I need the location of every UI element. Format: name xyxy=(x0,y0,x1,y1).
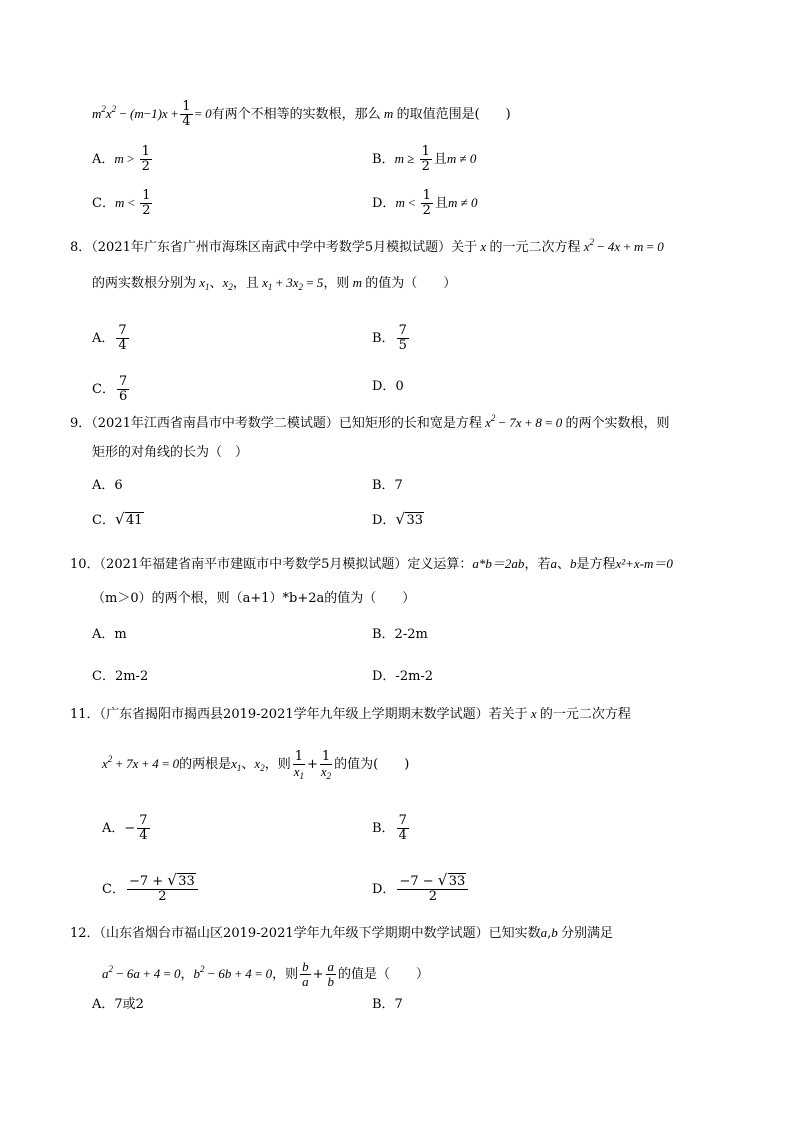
q9-number: 9． xyxy=(70,416,92,431)
q11-option-b[interactable]: B． $\frac{7}{4}$ xyxy=(372,813,407,843)
q7-option-b[interactable]: B．m ≥ $\frac{1}{2}$ 且m ≠ 0 xyxy=(372,144,477,174)
q9-option-a[interactable]: A．6 xyxy=(92,478,123,493)
q9-stem: 9．（2021年江西省南昌市中考数学二模试题）已知矩形的长和宽是方程 $x^2 - 7x + 8 = 0$ 的两个实数根，则 xyxy=(70,413,670,431)
q7-text2: 的取值范围是( ) xyxy=(396,107,511,122)
q8-option-b[interactable]: B． $\frac{7}{5}$ xyxy=(372,323,407,353)
q12-option-a[interactable]: A．7或2 xyxy=(92,997,144,1012)
q9-option-b[interactable]: B．7 xyxy=(372,478,403,493)
q8-stem-line2: 的两实数根分别为 $x_1$、$x_2$，且 $x_1 + 3x_2 = 5$，则 m 的值为（ ） xyxy=(92,275,457,292)
q9-source: （2021年江西省南昌市中考数学二模试题） xyxy=(91,416,339,431)
q10-source: （2021年福建省南平市建瓯市中考数学5月模拟试题） xyxy=(99,557,408,572)
q11-stem: 11．（广东省揭阳市揭西县2019-2021学年九年级上学期期末数学试题）若关于 x 的一元二次方程 xyxy=(70,706,631,722)
q12-source: （山东省烟台市福山区2019-2021学年九年级下学期期中数学试题） xyxy=(99,926,489,941)
q7-stem: $m^2x^2 - (m-1)x$ + $\frac{1}{4}$ = 0有两个不相等的实数根，那么 m 的取值范围是( ) xyxy=(92,99,511,129)
q10-stem-line2: （m＞0）的两个根，则（a+1）*b+2a的值为（ ） xyxy=(92,591,416,606)
q8-option-a[interactable]: A． $\frac{7}{4}$ xyxy=(92,323,127,353)
q10-number: 10． xyxy=(70,557,100,572)
q8-source: （2021年广东省广州市海珠区南武中学中考数学5月模拟试题） xyxy=(91,240,452,255)
q8-stem: 8．（2021年广东省广州市海珠区南武中学中考数学5月模拟试题）关于 x 的一元二次方程 $x^2 - 4x + m = 0$ xyxy=(70,237,664,255)
q11-option-c[interactable]: C． $\frac{-7 + √ 33}{2}$ xyxy=(102,875,200,904)
q8-option-d[interactable]: D．0 xyxy=(372,379,404,394)
q12-number: 12． xyxy=(70,926,100,941)
q11-option-a[interactable]: A．− $\frac{7}{4}$ xyxy=(102,813,148,843)
q8-number: 8． xyxy=(70,240,92,255)
q10-option-b[interactable]: B．2-2m xyxy=(372,627,428,642)
q11-option-d[interactable]: D． $\frac{-7 - √ 33}{2}$ xyxy=(372,875,470,904)
q9-option-c[interactable]: C．√ 41 xyxy=(92,512,144,530)
q12-option-b[interactable]: B．7 xyxy=(372,997,403,1012)
q7-option-d[interactable]: D．m < $\frac{1}{2}$ 且m ≠ 0 xyxy=(372,188,478,218)
q10-stem: 10．（2021年福建省南平市建瓯市中考数学5月模拟试题）定义运算：a*b＝2ab，若a、b是方程x²+x-m＝0 xyxy=(70,556,673,572)
q11-stem-line2: $x^2 + 7x + 4 = 0$的两根是$x_1$、$x_2$，则 $\frac{1}{x_1}$ + $\frac{1}{x_2}$ 的值为( ) xyxy=(102,749,410,781)
q10-option-d[interactable]: D．-2m-2 xyxy=(372,669,434,684)
q11-source: （广东省揭阳市揭西县2019-2021学年九年级上学期期末数学试题） xyxy=(99,707,489,722)
q7-option-c[interactable]: C．m < $\frac{1}{2}$ xyxy=(92,188,151,218)
q8-option-c[interactable]: C． $\frac{7}{6}$ xyxy=(92,374,128,404)
q11-number: 11． xyxy=(70,707,100,722)
q9-option-d[interactable]: D．√ 33 xyxy=(372,512,424,530)
q12-stem: 12．（山东省烟台市福山区2019-2021学年九年级下学期期中数学试题）已知实数a,b 分别满足 xyxy=(70,925,614,941)
q7-option-a[interactable]: A．m > $\frac{1}{2}$ xyxy=(92,144,150,174)
q7-text: 有两个不相等的实数根，那么 xyxy=(211,107,381,122)
q10-option-a[interactable]: A．m xyxy=(92,627,127,642)
q9-stem-line2: 矩形的对角线的长为（ ） xyxy=(92,445,249,460)
q10-option-c[interactable]: C．2m-2 xyxy=(92,669,149,684)
q12-stem-line2: $a^2 - 6a + 4 = 0$，$b^2 - 6b + 4 = 0$，则 $\frac{b}{a}$ + $\frac{a}{b}$ 的值是（ ） xyxy=(102,959,430,989)
